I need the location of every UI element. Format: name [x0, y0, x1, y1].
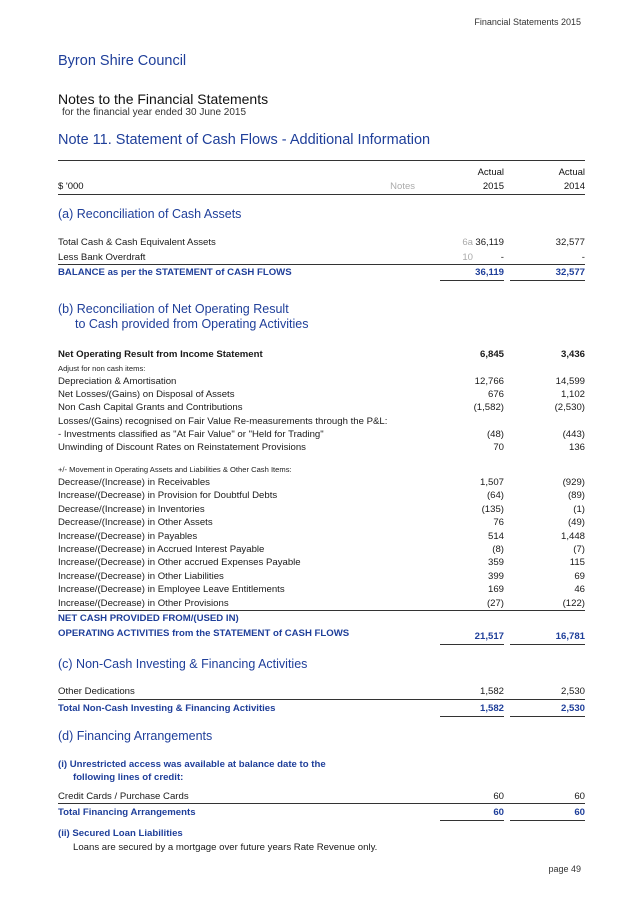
table-row	[58, 376, 585, 389]
value-2015: (1,582)	[473, 402, 504, 413]
secured-loan-body: Loans are secured by a mortgage over future years Rate Revenue only.	[73, 842, 378, 853]
value-2014: (89)	[567, 490, 585, 501]
total-2015: 1,582	[479, 703, 504, 714]
value-2014: (1)	[573, 504, 585, 515]
row-note: 6a	[462, 237, 473, 248]
value-2015: 36,119	[475, 237, 504, 248]
row-label: Losses/(Gains) recognised on Fair Value Re-measurements through the P&L:	[58, 416, 388, 427]
row-label: Net Operating Result from Income Statement	[58, 349, 263, 360]
value-2014: 14,599	[555, 376, 585, 387]
total-row	[58, 703, 585, 716]
council-name: Byron Shire Council	[58, 53, 187, 69]
movement-label: +/- Movement in Operating Assets and Liabilities & Other Cash Items:	[58, 465, 292, 474]
row-note: 10	[462, 252, 473, 263]
section-b-title-1: (b) Reconciliation of Net Operating Result	[58, 302, 289, 316]
value-2015: (135)	[481, 504, 504, 515]
value-2014: 32,577	[555, 237, 585, 248]
value-2014: (443)	[562, 429, 585, 440]
total-label-1: NET CASH PROVIDED FROM/(USED IN)	[58, 613, 239, 624]
value-2014: (49)	[567, 517, 585, 528]
table-row	[58, 584, 585, 597]
value-2014: 136	[568, 442, 585, 453]
row-label: Increase/(Decrease) in Other accrued Expenses Payable	[58, 557, 301, 568]
table-row	[58, 237, 585, 250]
value-2014: (122)	[562, 598, 585, 609]
value-2015: 399	[487, 571, 504, 582]
row-label: Increase/(Decrease) in Provision for Doubtful Debts	[58, 490, 278, 501]
total-row-line1	[58, 613, 585, 626]
row-label: Other Dedications	[58, 686, 135, 697]
total-label-2: OPERATING ACTIVITIES from the STATEMENT of CASH FLOWS	[58, 628, 350, 639]
value-2015: 6,845	[479, 349, 504, 360]
value-2015: 1,582	[479, 686, 504, 697]
value-2015: 1,507	[479, 477, 504, 488]
total-row	[58, 807, 585, 820]
value-2015: (64)	[486, 490, 504, 501]
value-2015: 514	[487, 531, 504, 542]
total-2015: 21,517	[474, 631, 504, 642]
value-2015: (48)	[486, 429, 504, 440]
table-row	[58, 504, 585, 517]
value-2015: 169	[487, 584, 504, 595]
value-2014: (929)	[562, 477, 585, 488]
row-label: Increase/(Decrease) in Employee Leave Entitlements	[58, 584, 285, 595]
table-row	[58, 686, 585, 699]
underline-2015	[440, 280, 504, 281]
value-2015: -	[500, 252, 504, 263]
underline-2015	[440, 820, 504, 821]
row-label: Depreciation & Amortisation	[58, 376, 177, 387]
note-title: Note 11. Statement of Cash Flows - Additional Information	[58, 132, 431, 148]
value-2015: 76	[493, 517, 504, 528]
subheading-ii	[58, 828, 585, 841]
value-2014: (7)	[573, 544, 585, 555]
row-label: Non Cash Capital Grants and Contributions	[58, 402, 243, 413]
col-notes: Notes	[390, 181, 415, 192]
value-2015: 12,766	[474, 376, 504, 387]
col-year-2015: 2015	[482, 181, 504, 192]
document-title: Notes to the Financial Statements	[58, 91, 269, 107]
total-row	[58, 628, 585, 641]
total-2014: 2,530	[560, 703, 585, 714]
value-2014: 60	[574, 791, 585, 802]
value-2014: 46	[574, 584, 585, 595]
table-row	[58, 349, 585, 362]
row-label: Decrease/(Increase) in Other Assets	[58, 517, 213, 528]
underline-2014	[510, 820, 585, 821]
secured-loan-text	[73, 842, 573, 855]
table-row	[58, 429, 585, 442]
section-a-title: (a) Reconciliation of Cash Assets	[58, 207, 242, 221]
total-2015: 60	[493, 807, 504, 818]
underline-2015	[440, 644, 504, 645]
table-row	[58, 517, 585, 530]
table-row	[58, 389, 585, 402]
section-b-title-2: to Cash provided from Operating Activities	[75, 317, 309, 331]
col-actual-2015: Actual	[477, 167, 504, 178]
rule	[58, 699, 585, 700]
header-top-rule	[58, 160, 585, 161]
total-label: Total Financing Arrangements	[58, 807, 196, 818]
table-row	[58, 544, 585, 557]
underline-2015	[440, 716, 504, 717]
row-label: Increase/(Decrease) in Other Liabilities	[58, 571, 224, 582]
total-row	[58, 267, 585, 280]
total-2014: 32,577	[555, 267, 585, 278]
row-label: Decrease/(Increase) in Receivables	[58, 477, 210, 488]
value-2015: 676	[487, 389, 504, 400]
value-2015: 60	[493, 791, 504, 802]
table-row	[58, 442, 585, 455]
underline-2014	[510, 280, 585, 281]
row-label: Less Bank Overdraft	[58, 252, 146, 263]
adjust-label: Adjust for non cash items:	[58, 364, 146, 373]
underline-2014	[510, 644, 585, 645]
subheading-i-line1	[58, 759, 585, 772]
rule	[58, 803, 585, 804]
section-d-title: (d) Financing Arrangements	[58, 729, 213, 743]
table-row	[58, 531, 585, 544]
underline-2014	[510, 716, 585, 717]
value-2015: (8)	[492, 544, 504, 555]
total-2015: 36,119	[475, 267, 504, 278]
value-2014: 2,530	[560, 686, 585, 697]
table-row	[58, 416, 585, 429]
value-2014: (2,530)	[554, 402, 585, 413]
value-2014: 1,448	[560, 531, 585, 542]
row-label: Increase/(Decrease) in Payables	[58, 531, 198, 542]
value-2015: 70	[493, 442, 504, 453]
table-row	[58, 402, 585, 415]
value-2014: -	[581, 252, 585, 263]
col-actual-2014: Actual	[558, 167, 585, 178]
row-label: - Investments classified as "At Fair Value" or "Held for Trading"	[58, 429, 324, 440]
value-2014: 3,436	[560, 349, 585, 360]
total-label: Total Non-Cash Investing & Financing Activities	[58, 703, 276, 714]
row-label: Decrease/(Increase) in Inventories	[58, 504, 205, 515]
rule	[58, 264, 585, 265]
row-label: Net Losses/(Gains) on Disposal of Assets	[58, 389, 235, 400]
table-row	[58, 477, 585, 490]
total-2014: 60	[574, 807, 585, 818]
subheading-ii-text: (ii) Secured Loan Liabilities	[58, 828, 183, 839]
document-subtitle: for the financial year ended 30 June 2015	[62, 107, 247, 118]
subheading-i-line2	[73, 772, 573, 785]
rule	[58, 610, 585, 611]
value-2014: 69	[574, 571, 585, 582]
row-label: Increase/(Decrease) in Accrued Interest Payable	[58, 544, 265, 555]
total-label: BALANCE as per the STATEMENT of CASH FLOWS	[58, 267, 292, 278]
page-number: page 49	[548, 864, 581, 874]
value-2015: 359	[487, 557, 504, 568]
section-c-title: (c) Non-Cash Investing & Financing Activities	[58, 657, 308, 671]
total-2014: 16,781	[555, 631, 585, 642]
value-2014: 1,102	[560, 389, 585, 400]
row-label: Credit Cards / Purchase Cards	[58, 791, 189, 802]
subheading-i-text-1: (i) Unrestricted access was available at balance date to the	[58, 759, 326, 770]
value-2015: (27)	[486, 598, 504, 609]
header-bottom-rule	[58, 194, 585, 195]
table-row	[58, 557, 585, 570]
running-header: Financial Statements 2015	[474, 17, 581, 27]
col-year-2014: 2014	[563, 181, 585, 192]
row-label: Unwinding of Discount Rates on Reinstatement Provisions	[58, 442, 306, 453]
value-2014: 115	[569, 557, 585, 568]
table-row	[58, 490, 585, 503]
col-unit: $ '000	[58, 181, 84, 192]
table-row	[58, 571, 585, 584]
row-label: Increase/(Decrease) in Other Provisions	[58, 598, 229, 609]
subheading-i-text-2: following lines of credit:	[73, 772, 184, 783]
row-label: Total Cash & Cash Equivalent Assets	[58, 237, 216, 248]
